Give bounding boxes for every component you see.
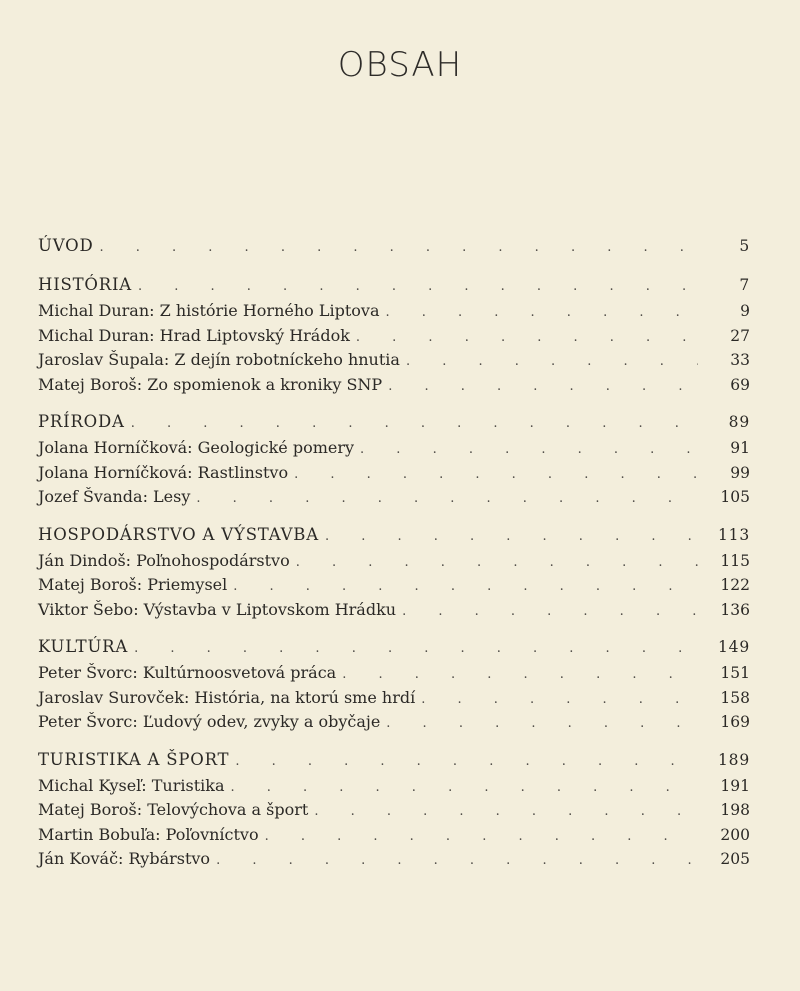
toc-entry[interactable] [38, 324, 750, 349]
dot-leader [360, 438, 698, 462]
page-number: 169 [720, 713, 750, 731]
toc-entry[interactable] [38, 774, 750, 799]
page-number: 200 [720, 825, 750, 844]
dot-leader [406, 350, 698, 374]
dot-leader [233, 575, 698, 599]
toc-entry[interactable] [38, 461, 750, 486]
dot-leader [131, 412, 698, 436]
toc-entry[interactable] [38, 710, 750, 735]
dot-leader [421, 688, 698, 712]
page-number: 89 [728, 413, 750, 431]
dot-leader [230, 776, 698, 800]
toc-entry-label: Martin Bobuľa: Poľovníctvo [38, 824, 259, 844]
page-number: 7 [739, 276, 750, 294]
toc-section-uvod [38, 234, 750, 260]
toc-entry-label: Jaroslav Šupala: Z dejín robotníckeho hnutia [38, 350, 400, 369]
toc-entry-label: Matej Boroš: Zo spomienok a kroniky SNP [38, 374, 383, 394]
toc-entry[interactable] [38, 847, 750, 872]
toc-entry-label: Michal Kyseľ: Turistika [38, 775, 225, 795]
dot-leader [196, 487, 698, 511]
toc-entry-label: Peter Švorc: Ľudový odev, zvyky a obyčaje [38, 712, 381, 731]
toc-heading[interactable] [38, 273, 750, 299]
page-number: 151 [720, 664, 750, 682]
page-number: 91 [730, 439, 750, 457]
page-number: 136 [720, 600, 750, 619]
toc-heading-label: ÚVOD [38, 236, 94, 255]
toc-entry-label: Matej Boroš: Priemysel [38, 575, 228, 594]
toc-entry[interactable] [38, 661, 750, 686]
page-number: 149 [718, 638, 750, 656]
dot-leader [386, 712, 698, 736]
toc-entry-label: Peter Švorc: Kultúrnoosvetová práca [38, 663, 337, 682]
dot-leader [402, 600, 698, 624]
toc-entry[interactable] [38, 549, 750, 574]
toc-entry-label: Jolana Horníčková: Rastlinstvo [38, 462, 289, 482]
dot-leader [314, 800, 698, 824]
page-number: 69 [730, 375, 750, 394]
page-number: 33 [730, 351, 750, 369]
toc-heading-label: HISTÓRIA [38, 275, 132, 294]
toc-entry[interactable] [38, 798, 750, 823]
toc-entry-label: Jaroslav Surovček: História, na ktorú sme hrdí [38, 687, 416, 707]
page-number: 113 [718, 525, 750, 544]
page-number: 122 [720, 576, 750, 594]
toc-heading[interactable] [38, 410, 750, 436]
toc-entry-label: Jolana Horníčková: Geologické pomery [38, 438, 355, 457]
toc-heading[interactable] [38, 234, 750, 260]
toc-heading-label: HOSPODÁRSTVO A VÝSTAVBA [38, 524, 319, 544]
dot-leader [388, 375, 698, 399]
dot-leader [294, 463, 698, 487]
toc-entry[interactable] [38, 485, 750, 510]
dot-leader [216, 849, 698, 873]
toc-entry-label: Matej Boroš: Telovýchova a šport [38, 800, 309, 819]
page-number: 27 [730, 326, 750, 345]
table-of-contents [38, 234, 750, 885]
toc-section-hospodarstvo [38, 523, 750, 623]
page-number: 9 [740, 302, 750, 320]
dot-leader [100, 236, 699, 260]
page-number: 158 [720, 688, 750, 707]
page-number: 105 [720, 488, 750, 506]
dot-leader [134, 637, 698, 661]
toc-entry[interactable] [38, 436, 750, 461]
toc-heading-label: PRÍRODA [38, 412, 125, 431]
toc-section-priroda [38, 410, 750, 510]
toc-entry[interactable] [38, 573, 750, 598]
dot-leader [235, 750, 698, 774]
toc-entry[interactable] [38, 823, 750, 848]
toc-entry[interactable] [38, 299, 750, 324]
dot-leader [265, 825, 698, 849]
toc-section-historia [38, 273, 750, 397]
toc-entry-label: Jozef Švanda: Lesy [38, 487, 191, 506]
toc-heading[interactable] [38, 635, 750, 661]
toc-entry-label: Michal Duran: Hrad Liptovský Hrádok [38, 325, 350, 345]
dot-leader [138, 275, 698, 299]
toc-heading[interactable] [38, 523, 750, 549]
dot-leader [356, 326, 698, 350]
toc-entry[interactable] [38, 348, 750, 373]
toc-entry-label: Ján Dindoš: Poľnohospodárstvo [38, 550, 290, 570]
toc-heading[interactable] [38, 748, 750, 774]
toc-entry-label: Michal Duran: Z histórie Horného Liptova [38, 301, 380, 320]
page-number: 5 [739, 237, 750, 255]
dot-leader [342, 663, 698, 687]
page-number: 191 [720, 776, 750, 795]
page-number: 198 [720, 801, 750, 819]
toc-heading-label: KULTÚRA [38, 637, 129, 656]
toc-entry-label: Ján Kováč: Rybárstvo [38, 849, 211, 868]
toc-section-turistika [38, 748, 750, 872]
toc-entry[interactable] [38, 373, 750, 398]
page-number: 189 [718, 750, 750, 769]
toc-entry-label: Viktor Šebo: Výstavba v Liptovskom Hrádku [38, 599, 397, 619]
page-number: 115 [720, 551, 750, 570]
dot-leader [385, 301, 698, 325]
page-number: 99 [730, 463, 750, 482]
toc-heading-label: TURISTIKA A ŠPORT [38, 749, 230, 769]
toc-entry[interactable] [38, 686, 750, 711]
dot-leader [296, 551, 698, 575]
page-number: 205 [720, 850, 750, 868]
toc-section-kultura [38, 635, 750, 735]
page-title: OBSAH [337, 44, 463, 85]
toc-entry[interactable] [38, 598, 750, 623]
dot-leader [325, 525, 698, 549]
